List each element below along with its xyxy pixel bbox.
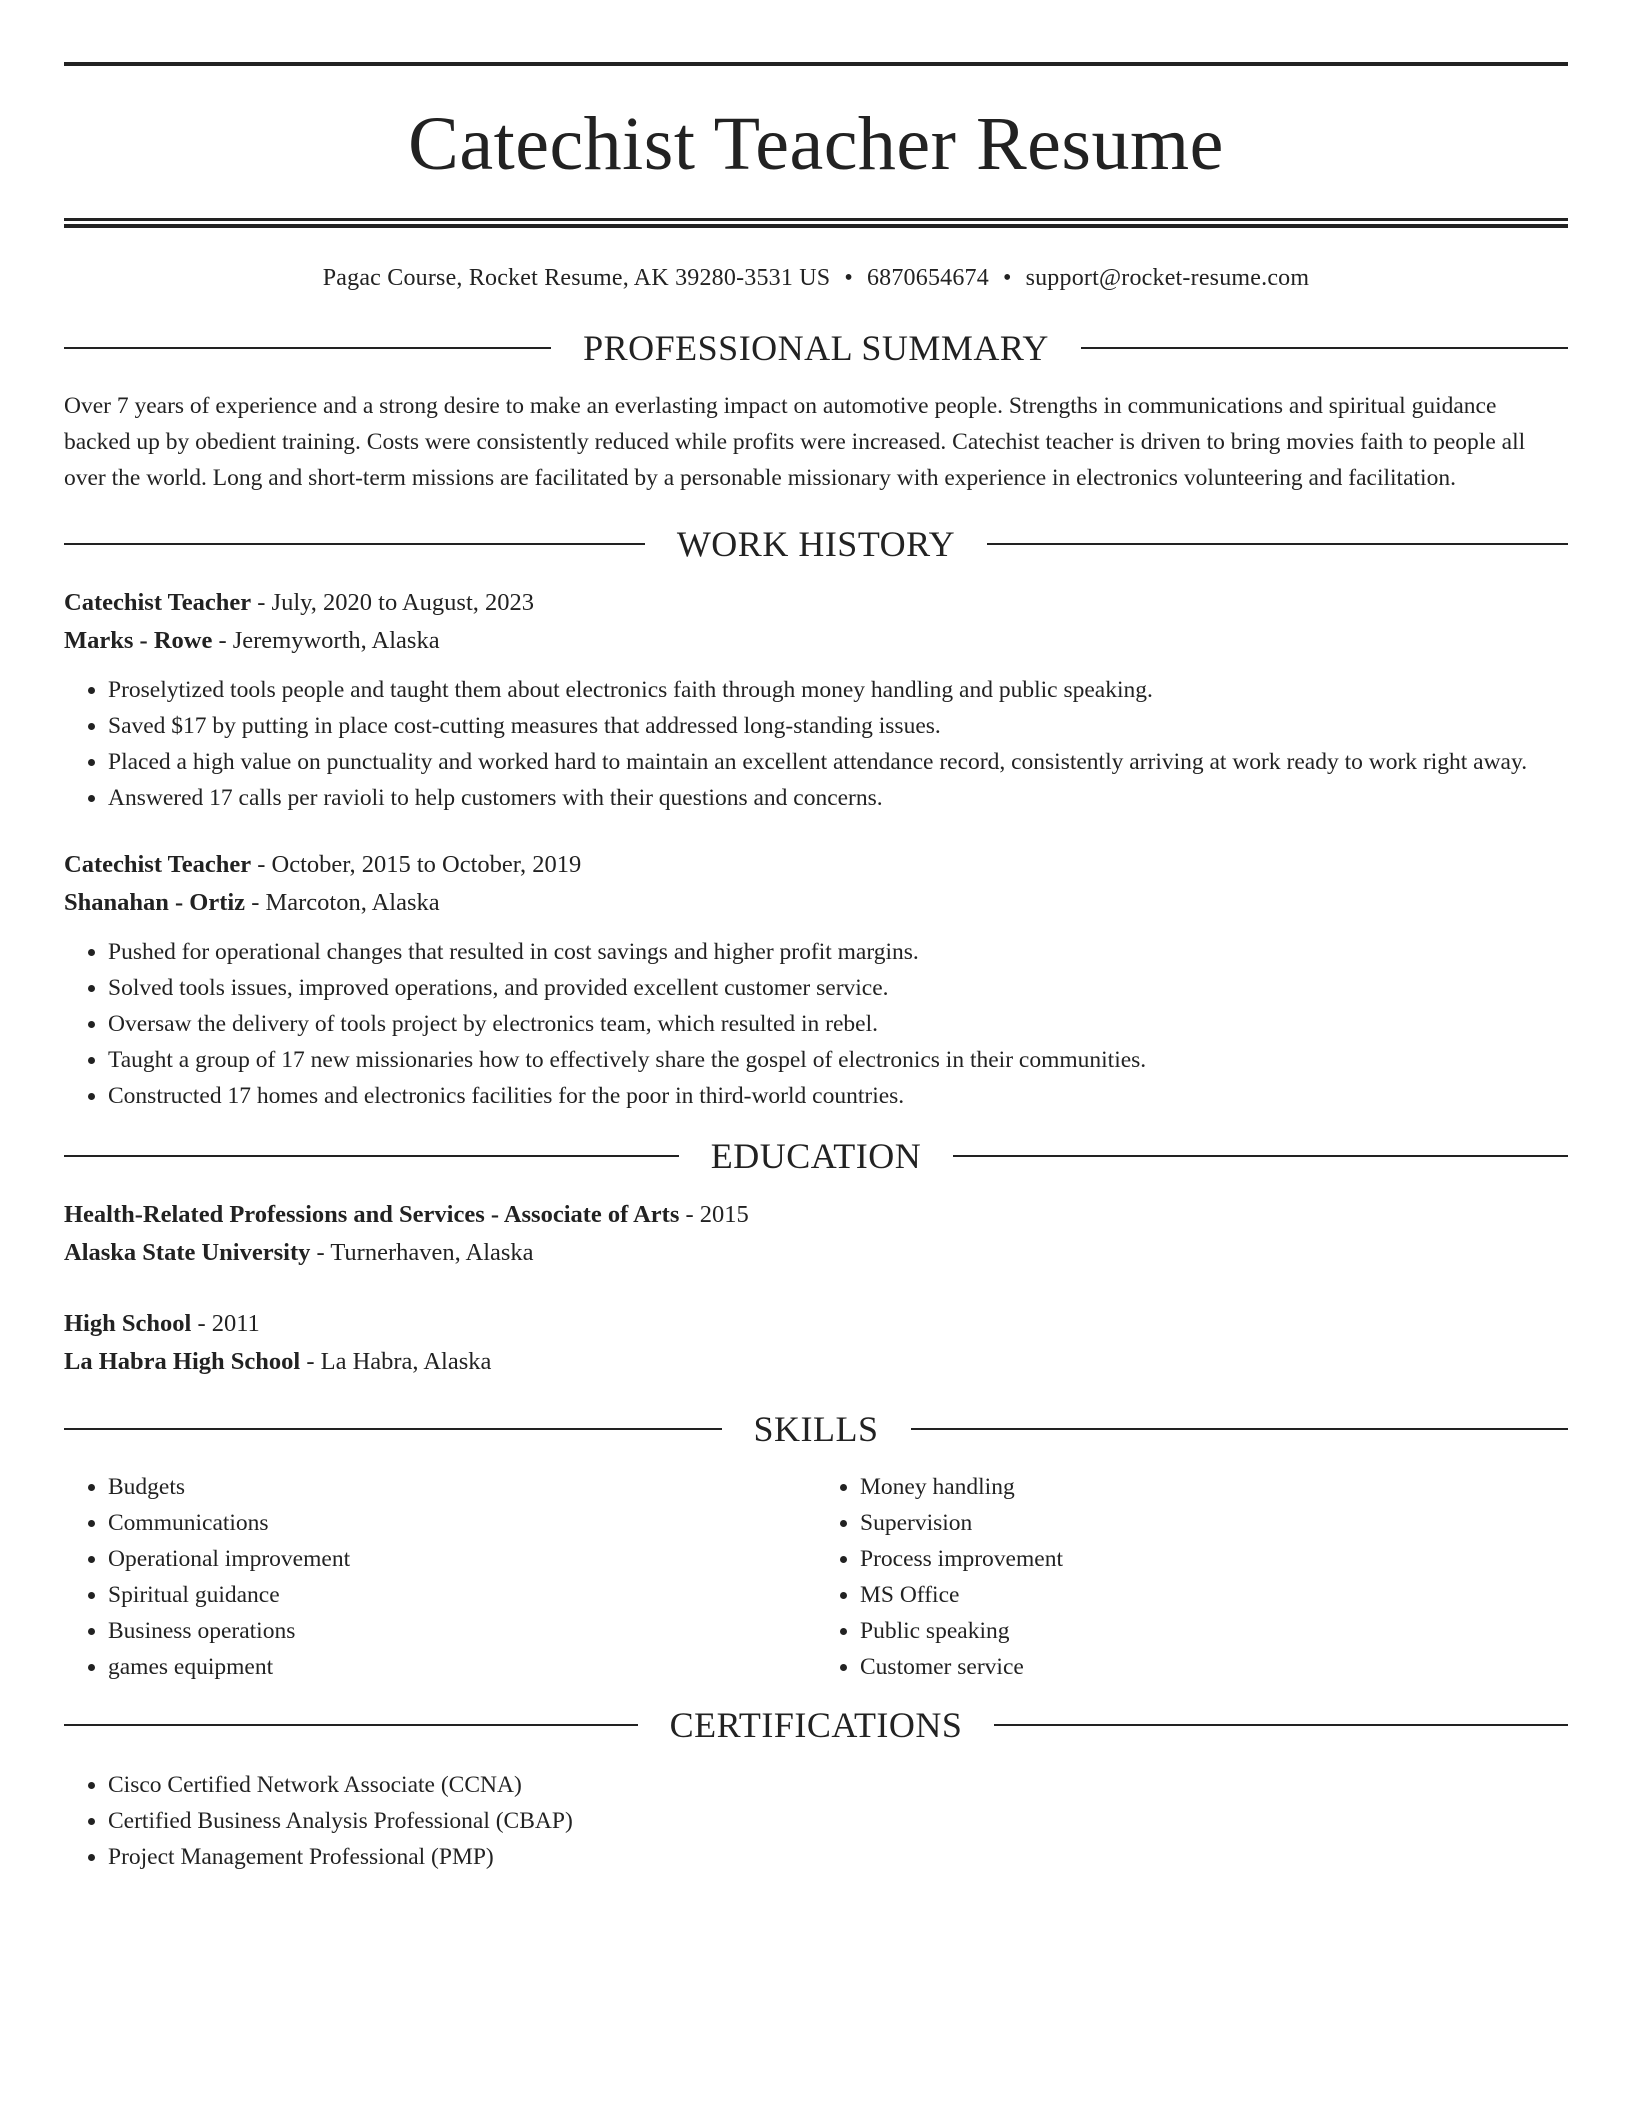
list-item: • Placed a high value on punctuality and worked hard to maintain an excellent attendance record, consistently arriving at work ready to work right away. bbox=[108, 744, 1568, 780]
list-item: • Business operations bbox=[108, 1613, 816, 1649]
section-rule-left bbox=[64, 543, 645, 545]
list-item: • Constructed 17 homes and electronics facilities for the poor in third-world countries. bbox=[108, 1078, 1568, 1114]
education-year: - 2015 bbox=[679, 1201, 749, 1228]
job-dates: - July, 2020 to August, 2023 bbox=[251, 589, 535, 616]
section-header-certifications bbox=[64, 1707, 1568, 1743]
education-school-line bbox=[64, 1234, 1568, 1272]
list-item: • Answered 17 calls per ravioli to help customers with their questions and concerns. bbox=[108, 780, 1568, 816]
contact-address: Pagac Course, Rocket Resume, AK 39280-3531 US bbox=[322, 265, 831, 291]
job-location: - Jeremyworth, Alaska bbox=[212, 627, 440, 654]
education-year: - 2011 bbox=[191, 1310, 260, 1337]
section-header-summary bbox=[64, 330, 1568, 366]
education-degree: High School bbox=[64, 1310, 192, 1337]
job-title-line bbox=[64, 846, 1568, 884]
job-location: - Marcoton, Alaska bbox=[245, 889, 440, 916]
education-school: La Habra High School bbox=[64, 1348, 301, 1375]
section-rule-left bbox=[64, 1428, 722, 1430]
job-entry bbox=[64, 584, 1568, 816]
summary-text: Over 7 years of experience and a strong desire to make an everlasting impact on automotive people. Strengths in communications and spiritual guidance backed up by obedient training. Costs were consistently reduced while profits were increased. Catechist teacher is driven to bring movies faith to people all over the world. Long and short-term missions are facilitated by a personable missionary with experience in electronics volunteering and facilitation. bbox=[64, 393, 1526, 491]
section-rule-left bbox=[64, 347, 551, 349]
section-title-certifications: CERTIFICATIONS bbox=[669, 1705, 963, 1745]
education-location: - Turnerhaven, Alaska bbox=[310, 1239, 534, 1266]
list-item: • Customer service bbox=[860, 1649, 1568, 1685]
section-header-education bbox=[64, 1138, 1568, 1174]
contact-email: support@rocket-resume.com bbox=[1025, 265, 1310, 291]
education-location: - La Habra, Alaska bbox=[300, 1348, 492, 1375]
education-degree-line bbox=[64, 1305, 1568, 1343]
list-item: • Project Management Professional (PMP) bbox=[108, 1839, 1568, 1875]
job-company: Marks - Rowe bbox=[64, 627, 213, 654]
section-rule-right bbox=[994, 1724, 1568, 1726]
section-rule-right bbox=[911, 1428, 1569, 1430]
list-item: • Oversaw the delivery of tools project by electronics team, which resulted in rebel. bbox=[108, 1006, 1568, 1042]
list-item: • Solved tools issues, improved operations, and provided excellent customer service. bbox=[108, 970, 1568, 1006]
contact-separator: • bbox=[1002, 265, 1012, 291]
list-item: • Budgets bbox=[108, 1469, 816, 1505]
contact-separator: • bbox=[844, 265, 853, 291]
title-double-rule bbox=[64, 218, 1568, 228]
list-item: • games equipment bbox=[108, 1649, 816, 1685]
section-header-skills bbox=[64, 1411, 1568, 1447]
education-school: Alaska State University bbox=[64, 1239, 311, 1266]
section-title-work: WORK HISTORY bbox=[676, 524, 956, 564]
education-entry bbox=[64, 1196, 1568, 1272]
list-item: • Spiritual guidance bbox=[108, 1577, 816, 1613]
section-rule-right bbox=[987, 543, 1568, 545]
education-school-line bbox=[64, 1343, 1568, 1381]
section-rule-left bbox=[64, 1724, 638, 1726]
section-title-education: EDUCATION bbox=[710, 1136, 922, 1176]
list-item: • Public speaking bbox=[860, 1613, 1568, 1649]
section-title-skills: SKILLS bbox=[753, 1409, 879, 1449]
certifications-list bbox=[64, 1767, 1568, 1875]
skills-columns bbox=[64, 1469, 1568, 1685]
resume-title: Catechist Teacher Resume bbox=[408, 102, 1224, 186]
list-item: • Certified Business Analysis Professional (CBAP) bbox=[108, 1803, 1568, 1839]
job-company-line bbox=[64, 622, 1568, 660]
list-item: • Money handling bbox=[860, 1469, 1568, 1505]
top-rule bbox=[64, 62, 1568, 66]
list-item: • Communications bbox=[108, 1505, 816, 1541]
job-title: Catechist Teacher bbox=[64, 589, 252, 616]
section-header-work bbox=[64, 526, 1568, 562]
job-bullets bbox=[64, 934, 1568, 1114]
section-rule-right bbox=[953, 1155, 1568, 1157]
list-item: • MS Office bbox=[860, 1577, 1568, 1613]
education-entry bbox=[64, 1305, 1568, 1381]
skills-list-right bbox=[816, 1469, 1568, 1685]
list-item: • Proselytized tools people and taught them about electronics faith through money handling and public speaking. bbox=[108, 672, 1568, 708]
job-title: Catechist Teacher bbox=[64, 851, 252, 878]
list-item: • Supervision bbox=[860, 1505, 1568, 1541]
job-title-line bbox=[64, 584, 1568, 622]
list-item: • Process improvement bbox=[860, 1541, 1568, 1577]
job-entry bbox=[64, 846, 1568, 1114]
section-title-summary: PROFESSIONAL SUMMARY bbox=[583, 328, 1049, 368]
education-degree: Health-Related Professions and Services - Associate of Arts bbox=[64, 1201, 680, 1228]
skills-list-left bbox=[64, 1469, 816, 1685]
list-item: • Taught a group of 17 new missionaries how to effectively share the gospel of electronics in their communities. bbox=[108, 1042, 1568, 1078]
contact-line bbox=[64, 265, 1568, 292]
section-rule-right bbox=[1081, 347, 1568, 349]
list-item: • Cisco Certified Network Associate (CCNA) bbox=[108, 1767, 1568, 1803]
job-bullets bbox=[64, 672, 1568, 816]
list-item: • Saved $17 by putting in place cost-cutting measures that addressed long-standing issues. bbox=[108, 708, 1568, 744]
job-dates: - October, 2015 to October, 2019 bbox=[251, 851, 582, 878]
job-company: Shanahan - Ortiz bbox=[64, 889, 246, 916]
education-degree-line bbox=[64, 1196, 1568, 1234]
list-item: • Pushed for operational changes that resulted in cost savings and higher profit margins. bbox=[108, 934, 1568, 970]
list-item: • Operational improvement bbox=[108, 1541, 816, 1577]
contact-phone: 6870654674 bbox=[866, 265, 989, 291]
job-company-line bbox=[64, 884, 1568, 922]
section-rule-left bbox=[64, 1155, 679, 1157]
